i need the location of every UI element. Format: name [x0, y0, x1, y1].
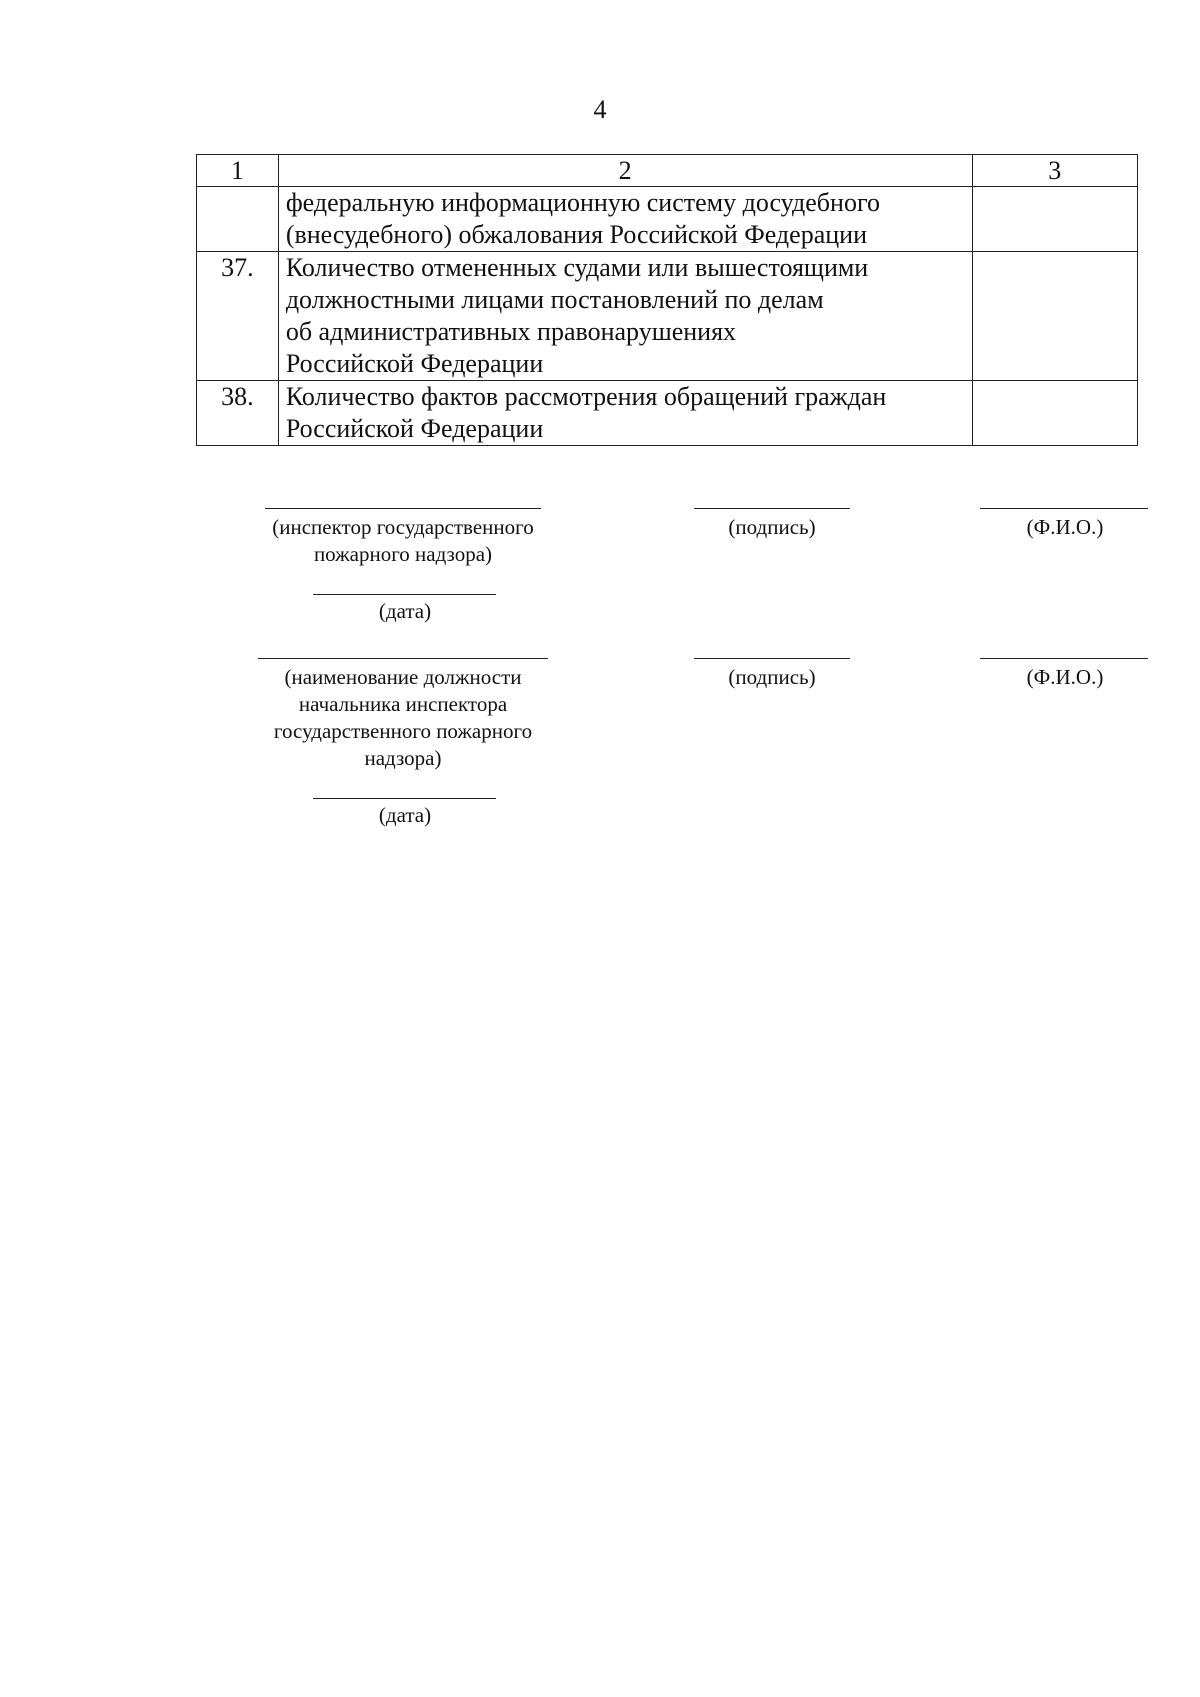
date-caption: (дата) — [378, 803, 432, 827]
row-number — [197, 187, 279, 252]
description-line: Количество отмененных судами или вышестоящими — [285, 253, 869, 282]
position-caption — [230, 664, 576, 772]
position-line — [258, 658, 548, 659]
date-line — [313, 594, 496, 595]
signature-caption: (подпись) — [728, 515, 816, 539]
description-line: Российской Федерации — [285, 349, 544, 378]
row-description — [278, 252, 972, 381]
caption-line: пожарного надзора) — [313, 542, 493, 566]
name-caption: (Ф.И.О.) — [1026, 665, 1104, 689]
name-line — [980, 508, 1148, 509]
date-line — [313, 798, 496, 799]
table-row — [197, 381, 1138, 446]
description-line: Российской Федерации — [285, 414, 544, 443]
position-line — [265, 508, 541, 509]
caption-line: (наименование должности — [284, 665, 522, 689]
description-line: должностными лицами постановлений по делам — [285, 285, 824, 314]
report-table — [196, 154, 1138, 446]
caption-line: начальника инспектора — [298, 692, 508, 716]
caption-line: надзора) — [364, 746, 442, 770]
row-description — [278, 381, 972, 446]
caption-line: (инспектор государственного — [272, 515, 534, 539]
table-header-row — [197, 155, 1138, 187]
description-line: федеральную информационную систему досудебного — [285, 188, 880, 217]
row-number: 37. — [197, 252, 279, 381]
table-row — [197, 187, 1138, 252]
description-line: Количество фактов рассмотрения обращений граждан — [285, 382, 887, 411]
caption-line: государственного пожарного — [273, 719, 533, 743]
signature-caption: (подпись) — [728, 665, 816, 689]
column-header-1: 1 — [197, 155, 279, 187]
name-line — [980, 658, 1148, 659]
row-value — [972, 252, 1137, 381]
row-value — [972, 381, 1137, 446]
row-number: 38. — [197, 381, 279, 446]
row-value — [972, 187, 1137, 252]
column-header-3: 3 — [972, 155, 1137, 187]
description-line: (внесудебного) обжалования Российской Федерации — [285, 220, 867, 249]
page-number: 4 — [593, 95, 607, 124]
description-line: об административных правонарушениях — [285, 317, 737, 346]
signature-line — [694, 508, 850, 509]
signature-line — [694, 658, 850, 659]
name-caption: (Ф.И.О.) — [1026, 515, 1104, 539]
date-caption: (дата) — [378, 599, 432, 623]
position-caption — [230, 514, 576, 568]
table-row — [197, 252, 1138, 381]
column-header-2: 2 — [278, 155, 972, 187]
row-description — [278, 187, 972, 252]
